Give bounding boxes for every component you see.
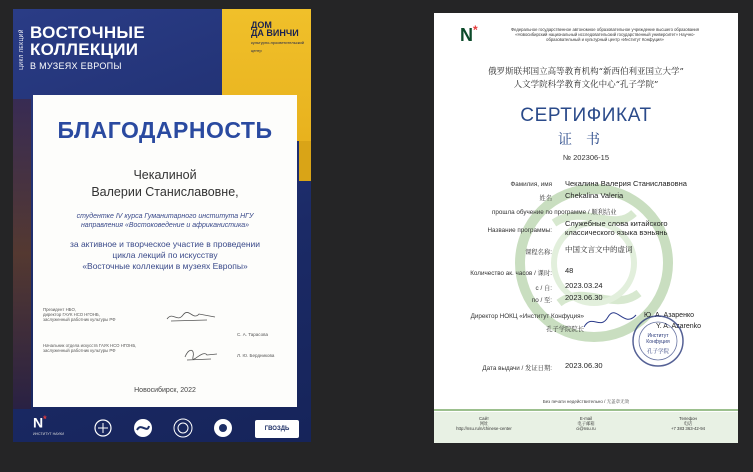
field-label-from: с / 自: <box>535 285 552 292</box>
field-value-issue-date: 2023.06.30 <box>565 361 603 370</box>
signature-1 <box>163 309 223 325</box>
recipient-surname: Чекалиной <box>133 168 197 182</box>
partner-logo-small: культурно-просветительский центр <box>251 40 305 53</box>
library-logo-icon <box>93 418 113 438</box>
certificate-number: № 202306-15 <box>563 153 609 162</box>
seal-note: Без печати недействительно / 无盖章无效 <box>542 399 630 404</box>
field-label-issue-date: Дата выдачи / 发证日期: <box>482 365 552 372</box>
partner-logo-row <box>33 414 303 442</box>
gratitude-letter <box>13 9 311 442</box>
nsu-logo-icon: N* <box>460 23 478 45</box>
footer-website-value: http://nsu.ru/n/chinese-center <box>456 426 512 432</box>
footer-divider <box>434 409 738 411</box>
field-label-course-zh: 课程名称: <box>525 249 552 256</box>
field-label-program: Название программы: <box>487 227 552 234</box>
circle-emblem-icon <box>173 418 193 438</box>
field-label-director-zh: 孔子学院院长 <box>546 326 584 333</box>
field-label-hours: Количество ак. часов / 课时: <box>470 270 552 277</box>
signer1-title: Президент НБО, директор ГАУК НСО НГОНБ, заслуженный работник культуры РФ <box>43 307 116 322</box>
painting-edge <box>13 99 31 409</box>
nsu-logo-tag: ИНСТИТУТ НАУКИ <box>33 432 65 436</box>
signer2-name: Л. Ю. Бердникова <box>237 353 275 358</box>
footer-phone-value: +7 383 363-42-94 <box>670 426 706 432</box>
seal-text-zh: 孔子学院 <box>646 349 669 355</box>
footer-phone-zh: 电话 <box>683 421 693 427</box>
field-value-hours: 48 <box>565 266 574 275</box>
field-value-surname: Чекалина Валерия Станиславовна <box>565 179 687 188</box>
city-year: Новосибирск, 2022 <box>134 387 196 394</box>
issuer-header: Федеральное государственное автономное образовательное учреждение высшего образования «Новосибирский национальный исследовательский государственный университет» Научно-образовательный и культурный центр «Институт Конфуция» <box>510 27 700 42</box>
certificate <box>434 13 738 443</box>
footer-phone-title: Телефон <box>679 416 697 421</box>
field-label-surname: Фамилия, имя <box>510 181 552 188</box>
series-label: ЦИКЛ ЛЕКЦИЙ <box>19 29 25 70</box>
footer-website-zh: 网址 <box>479 421 489 427</box>
footer-website <box>434 416 534 432</box>
student-line1: студентке IV курса Гуманитарного института НГУ <box>76 213 254 220</box>
signer1-name: С. А. Тарасова <box>237 332 268 337</box>
footer-email-value: ci@nsu.ru <box>576 426 596 432</box>
student-line2: направления «Востоковедение и африканистика» <box>80 222 250 229</box>
seal-text: Институт Конфуция <box>646 333 670 345</box>
recipient-name: Валерии Станиславовне, <box>91 185 239 199</box>
partner-logo-line1: ДОМ <box>251 20 272 30</box>
certificate-title-zh: 证书 <box>558 132 614 148</box>
field-label-name-zh: 姓名 <box>539 195 552 202</box>
field-label-to: по / 至: <box>531 297 552 304</box>
reason-line3: «Восточные коллекции в музеях Европы» <box>82 261 248 271</box>
letter-card <box>33 95 297 407</box>
field-value-director: Ю. А. Азаренко <box>644 312 694 319</box>
footer-phone <box>638 416 738 432</box>
signer2-title: Начальник отдела искусств ГАУК НСО НГОНБ, заслуженный работник культуры РФ <box>43 343 137 353</box>
field-value-program: Служебные слова китайского классического языка вэньянь <box>565 219 668 237</box>
field-value-director-latin: Y. A. Azarenko <box>656 323 702 330</box>
gvozd-logo: ГВОЗДЬ <box>255 420 299 438</box>
letter-heading: БЛАГОДАРНОСТЬ <box>57 117 273 143</box>
yellow-accent-strip <box>299 141 311 181</box>
issuer-header-zh-line1: 俄罗斯联邦国立高等教育机构“新西伯利亚国立大学” <box>488 67 684 77</box>
lecture-title-line2: КОЛЛЕКЦИИ <box>30 40 139 59</box>
footer-website-title: Сайт <box>479 416 489 421</box>
field-label-director: Директор НОКЦ «Институт Конфуция» <box>470 313 584 320</box>
round-emblem-icon <box>213 418 233 438</box>
field-value-to: 2023.06.30 <box>565 293 603 302</box>
institute-seal <box>630 313 686 369</box>
reason-line2: цикла лекций по искусству <box>112 250 218 260</box>
lecture-title-line3: В МУЗЕЯХ ЕВРОПЫ <box>30 61 122 71</box>
field-value-name-latin: Chekalina Valeria <box>565 191 624 200</box>
issuer-header-zh-line2: 人文学院科学教育文化中心“孔子学院” <box>513 80 659 90</box>
reason-line1: за активное и творческое участие в проведении <box>69 239 261 249</box>
footer-email <box>536 416 636 432</box>
field-value-course-zh: 中国文言文中的虚词 <box>565 245 633 254</box>
footer-email-title: E-mail <box>579 416 593 421</box>
partner-logo <box>251 21 311 55</box>
signature-2 <box>181 345 221 363</box>
nsu-logo-icon: N* <box>33 414 47 431</box>
footer-email-zh: 电子邮箱 <box>577 421 595 427</box>
completion-statement: прошла обучение по программе / 顺利结业 <box>492 209 617 216</box>
certificate-title: СЕРТИФИКАТ <box>520 105 652 126</box>
swirl-logo-icon <box>133 418 153 438</box>
field-value-from: 2023.03.24 <box>565 281 603 290</box>
certificate-footer <box>434 412 738 443</box>
lecture-title-line1: ВОСТОЧНЫЕ <box>30 23 146 42</box>
partner-logo-line2: ДА ВИНЧИ <box>251 28 299 38</box>
